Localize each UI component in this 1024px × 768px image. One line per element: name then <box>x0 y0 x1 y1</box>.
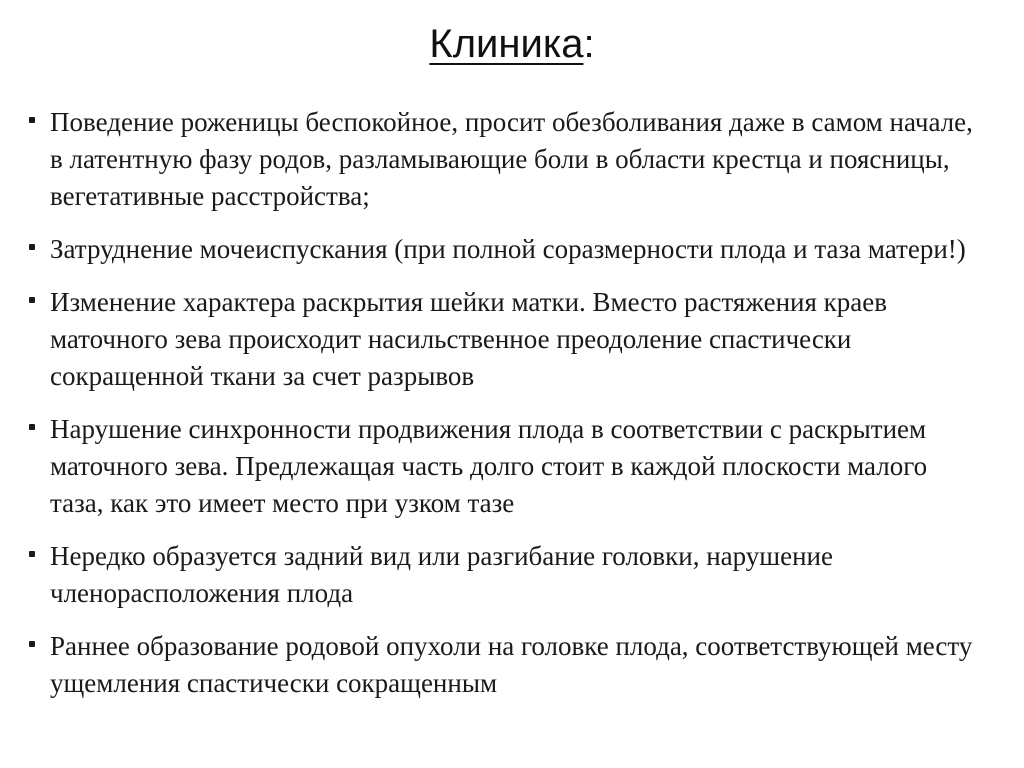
bullet-text: Нарушение синхронности продвижения плода в соответствии с раскрытием маточного зева. Предлежащая часть долго стоит в каждой плоскости малого таза, как это имеет место при узком тазе <box>50 414 928 518</box>
bullet-text: Поведение роженицы беспокойное, просит обезболивания даже в самом начале, в латентную фазу родов, разламывающие боли в области крестца и поясницы, вегетативные расстройства; <box>50 107 973 211</box>
bullet-list <box>0 104 1024 718</box>
bullet-dot-icon <box>29 297 35 303</box>
bullet-item <box>0 284 1024 395</box>
bullet-text: Затруднение мочеиспускания (при полной соразмерности плода и таза матери!) <box>50 234 966 264</box>
bullet-text: Нередко образуется задний вид или разгибание головки, нарушение членорасположения плода <box>50 541 833 608</box>
bullet-dot-icon <box>29 117 35 123</box>
bullet-dot-icon <box>29 551 35 557</box>
bullet-dot-icon <box>29 641 35 647</box>
slide-title-colon: : <box>583 22 595 66</box>
bullet-item <box>0 411 1024 522</box>
slide-title-word: Клиника <box>429 22 584 66</box>
bullet-item <box>0 628 1024 702</box>
bullet-text: Изменение характера раскрытия шейки матки. Вместо растяжения краев маточного зева происходит насильственное преодоление спастически сокращенной ткани за счет разрывов <box>50 287 887 391</box>
slide-title <box>0 14 1024 74</box>
bullet-dot-icon <box>29 244 35 250</box>
bullet-text: Раннее образование родовой опухоли на головке плода, соответствующей месту ущемления спастически сокращенным <box>50 631 973 698</box>
bullet-dot-icon <box>29 424 35 430</box>
bullet-item <box>0 538 1024 612</box>
bullet-item <box>0 231 1024 268</box>
bullet-item <box>0 104 1024 215</box>
